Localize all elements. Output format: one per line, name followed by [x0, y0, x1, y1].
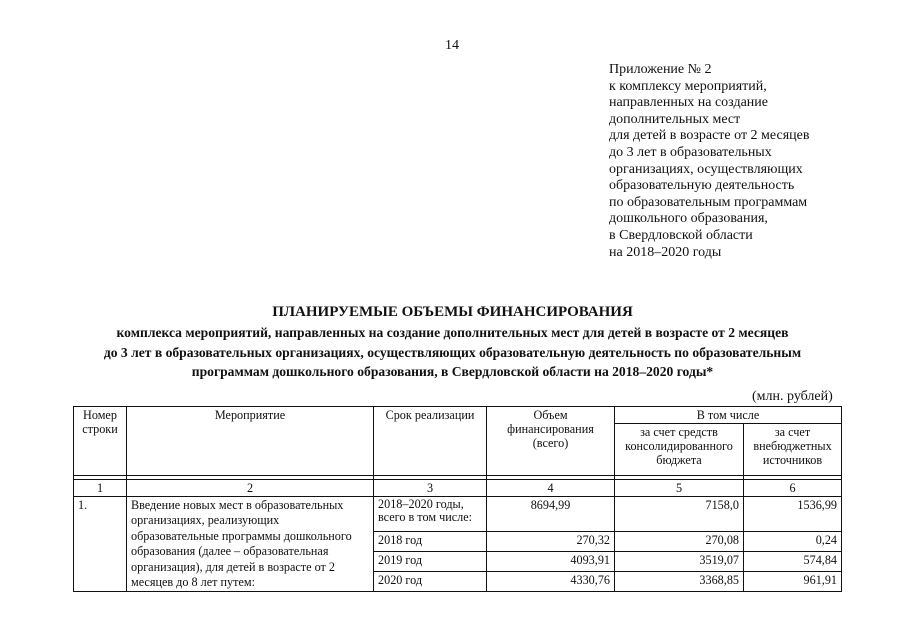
document-subtitle: [40, 323, 865, 382]
column-number: 5: [615, 480, 744, 497]
appendix-line: образовательную деятельность: [609, 178, 795, 194]
header-period: Срок реализации: [374, 407, 487, 476]
period-label: 2018–2020 годы, всего в том числе:: [374, 497, 487, 532]
appendix-line: организациях, осуществляющих: [609, 161, 803, 177]
period-label: 2018 год: [374, 531, 487, 551]
extrabudgetary-value: 1536,99: [744, 497, 842, 532]
appendix-line: Приложение № 2: [609, 62, 712, 77]
total-value: 270,32: [487, 531, 615, 551]
extrabudgetary-value: 574,84: [744, 551, 842, 571]
column-number: 2: [127, 480, 374, 497]
consolidated-value: 7158,0: [615, 497, 744, 532]
appendix-line: до 3 лет в образовательных: [609, 144, 772, 160]
appendix-line: к комплексу мероприятий,: [609, 78, 767, 94]
row-number: 1.: [74, 497, 127, 592]
subtitle-line: программам дошкольного образования, в Свердловской области на 2018–2020 годы*: [191, 364, 714, 379]
header-including: В том числе: [615, 407, 842, 424]
consolidated-value: 3519,07: [615, 551, 744, 571]
period-label: 2020 год: [374, 572, 487, 592]
total-value: 4093,91: [487, 551, 615, 571]
total-value: 4330,76: [487, 572, 615, 592]
subtitle-line: до 3 лет в образовательных организациях, осуществляющих образовательную деятельность по образовательным: [103, 344, 802, 360]
units-label: (млн. рублей): [752, 389, 833, 404]
column-number: 1: [74, 480, 127, 497]
appendix-line: для детей в возрасте от 2 месяцев: [609, 128, 810, 144]
table-row: [74, 497, 842, 532]
column-number-row: [74, 480, 842, 497]
extrabudgetary-value: 961,91: [744, 572, 842, 592]
header-row-number: Номер строки: [74, 407, 127, 476]
financing-table: [73, 406, 842, 592]
row-activity: Введение новых мест в образовательных организациях, реализующих образовательные программы дошкольного образования (далее – образовательная организация), для детей в возрасте от 2 месяцев до 8 лет путем:: [127, 497, 374, 592]
header-extrabudgetary: за счет внебюджетных источников: [744, 424, 842, 476]
period-label: 2019 год: [374, 551, 487, 571]
table-header-row: [74, 407, 842, 424]
header-activity: Мероприятие: [127, 407, 374, 476]
extrabudgetary-value: 0,24: [744, 531, 842, 551]
appendix-line: по образовательным программам: [609, 194, 808, 210]
appendix-line: в Свердловской области: [609, 227, 753, 243]
header-total: Объем финансирования (всего): [487, 407, 615, 476]
header-consolidated: за счет средств консолидированного бюджета: [615, 424, 744, 476]
page-number: 14: [445, 38, 459, 53]
consolidated-value: 270,08: [615, 531, 744, 551]
appendix-line: дополнительных мест: [609, 111, 741, 127]
document-title: ПЛАНИРУЕМЫЕ ОБЪЕМЫ ФИНАНСИРОВАНИЯ: [272, 304, 633, 320]
column-number: 4: [487, 480, 615, 497]
column-number: 3: [374, 480, 487, 497]
appendix-line: на 2018–2020 годы: [609, 244, 722, 260]
appendix-note: [609, 62, 889, 261]
consolidated-value: 3368,85: [615, 572, 744, 592]
subtitle-line: комплекса мероприятий, направленных на создание дополнительных мест для детей в возрасте от 2 месяцев: [116, 325, 789, 340]
appendix-line: дошкольного образования,: [609, 211, 768, 227]
total-value: 8694,99: [487, 497, 615, 532]
column-number: 6: [744, 480, 842, 497]
appendix-line: направленных на создание: [609, 95, 768, 111]
